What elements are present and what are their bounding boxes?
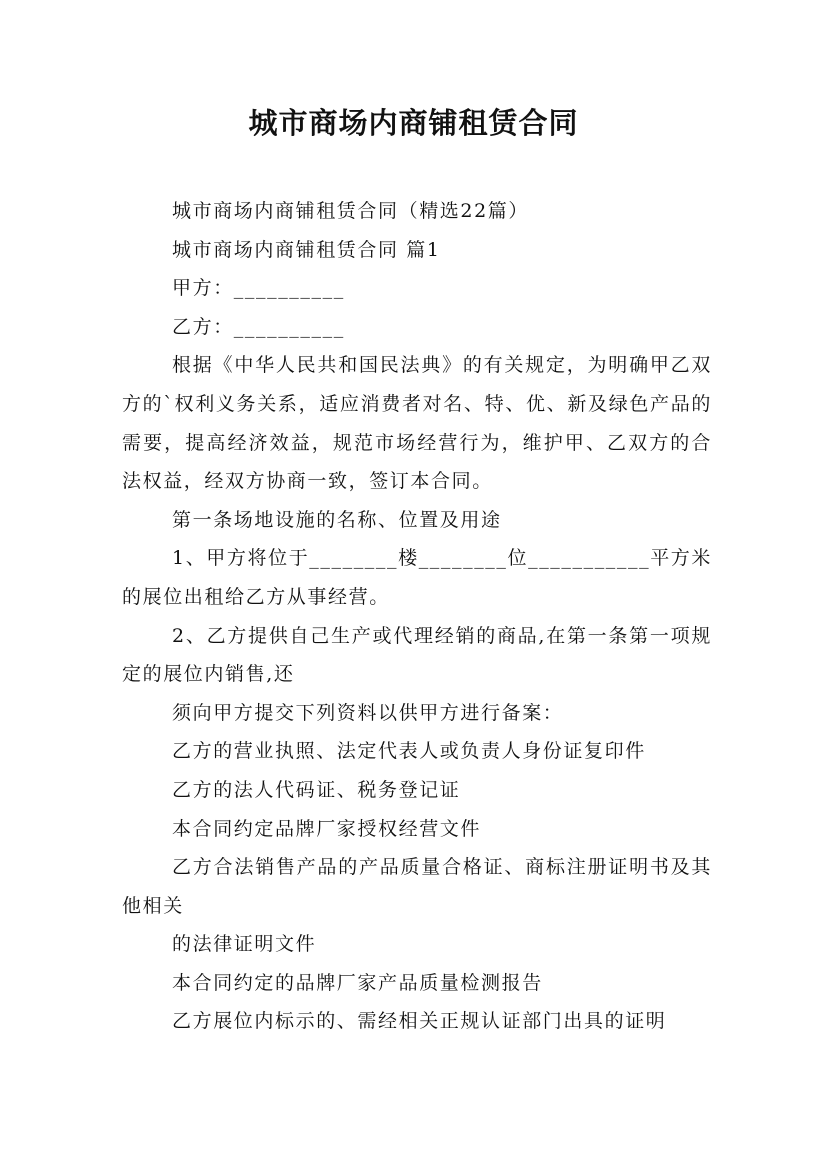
paragraph-doc-item-6: 乙方展位内标示的、需经相关正规认证部门出具的证明 <box>172 1010 667 1033</box>
paragraph-doc-item-3: 本合同约定品牌厂家授权经营文件 <box>172 817 482 840</box>
paragraph-article-1-heading: 第一条场地设施的名称、位置及用途 <box>172 508 502 531</box>
paragraph-section-heading: 城市商场内商铺租赁合同 篇1 <box>172 238 441 261</box>
paragraph-clause-2: 2、乙方提供自己生产或代理经销的商品,在第一条第一项规定的展位内销售,还 <box>122 624 712 686</box>
document-body <box>122 192 712 1041</box>
paragraph-doc-item-4-cont: 的法律证明文件 <box>172 933 317 956</box>
document-title: 城市商场内商铺租赁合同 <box>248 106 579 140</box>
paragraph-doc-item-5: 本合同约定的品牌厂家产品质量检测报告 <box>172 971 543 994</box>
paragraph-clause-2-cont: 须向甲方提交下列资料以供甲方进行备案： <box>172 701 564 724</box>
paragraph-doc-item-2: 乙方的法人代码证、税务登记证 <box>172 778 461 801</box>
paragraph-subtitle: 城市商场内商铺租赁合同（精选22篇） <box>172 200 529 222</box>
paragraph-doc-item-1: 乙方的营业执照、法定代表人或负责人身份证复印件 <box>172 740 646 763</box>
paragraph-clause-1: 1、甲方将位于________楼________位___________平方米的展位出租给乙方从事经营。 <box>122 547 712 608</box>
paragraph-preamble: 根据《中华人民共和国民法典》的有关规定，为明确甲乙双方的`权利义务关系，适应消费者对名、特、优、新及绿色产品的需要，提高经济效益，规范市场经营行为，维护甲、乙双方的合法权益，经双方协商一致，签订本合同。 <box>122 354 712 493</box>
paragraph-party-b: 乙方：__________ <box>172 315 345 338</box>
paragraph-party-a: 甲方：__________ <box>172 277 345 300</box>
paragraph-doc-item-4: 乙方合法销售产品的产品质量合格证、商标注册证明书及其他相关 <box>122 856 712 917</box>
